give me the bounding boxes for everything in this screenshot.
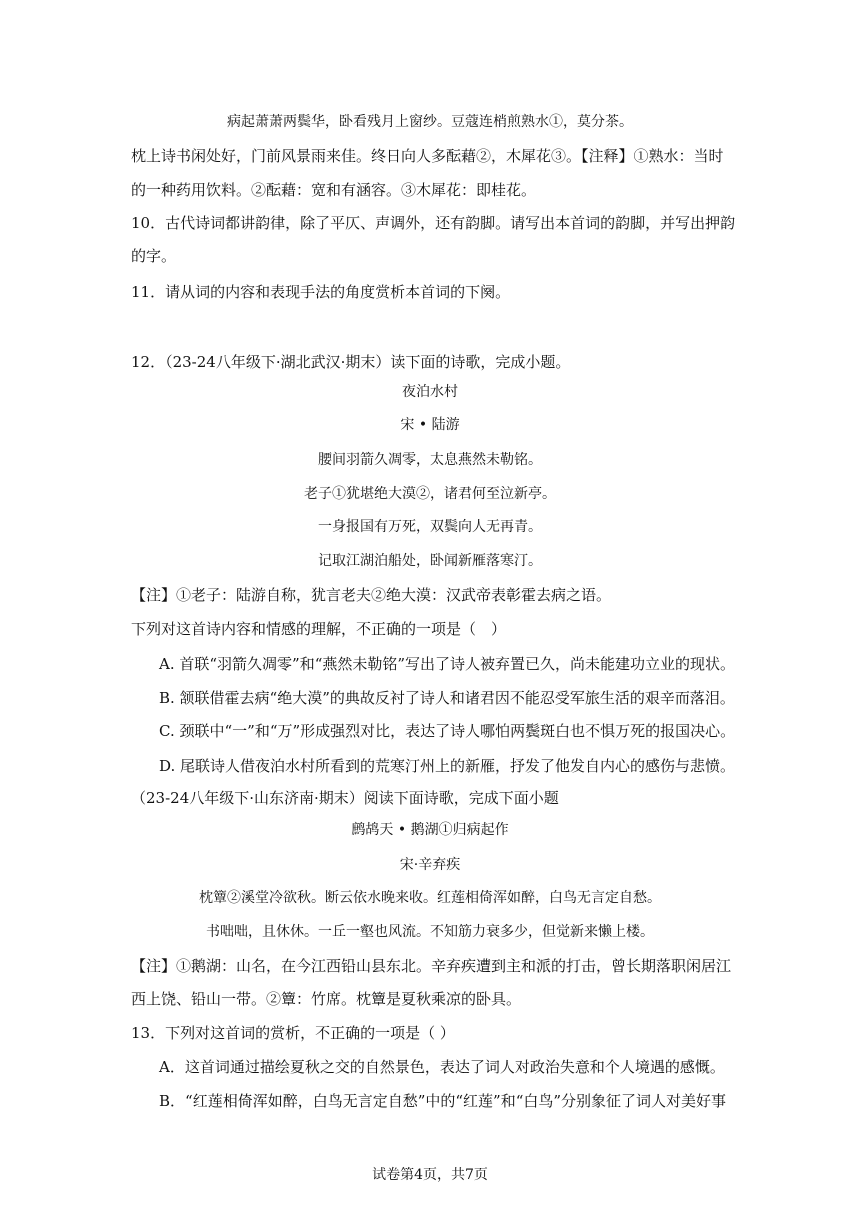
question-13: 13．下列对这首词的赏析，不正确的一项是（ ） bbox=[131, 1024, 455, 1042]
poem-note: 【注】①鹅湖：山名，在今江西铅山县东北。辛弃疾遭到主和派的打击，曾长期落职闲居江 bbox=[131, 957, 732, 975]
option-b: B．“红莲相倚浑如醉，白鸟无言定自愁”中的“红莲”和“白鸟”分别象征了词人对美好事 bbox=[159, 1092, 727, 1110]
question-prompt: 下列对这首诗内容和情感的理解，不正确的一项是（ ） bbox=[131, 620, 507, 638]
poem-title: 鹧鸪天 • 鹅湖①归病起作 bbox=[351, 822, 509, 838]
option-b: B. 颔联借霍去病“绝大漠”的典故反衬了诗人和诸君因不能忍受军旅生活的艰辛而落泪。 bbox=[159, 689, 735, 707]
option-a: A. 首联“羽箭久凋零”和“燕然未勒铭”写出了诗人被弃置已久，尚未能建功立业的现状。 bbox=[159, 655, 736, 673]
poem-line: 腰间羽箭久凋零，太息燕然未勒铭。 bbox=[318, 452, 542, 468]
question-11: 11．请从词的内容和表现手法的角度赏析本首词的下阕。 bbox=[131, 283, 511, 301]
poem-title: 夜泊水村 bbox=[402, 384, 458, 400]
section-heading: （23-24八年级下·山东济南·期末）阅读下面诗歌，完成下面小题 bbox=[131, 789, 559, 807]
poem-line: 一身报国有万死，双鬓向人无再青。 bbox=[318, 519, 542, 535]
poem-line: 老子①犹堪绝大漠②，诸君何至泣新亭。 bbox=[304, 486, 556, 502]
poem-note: 【注】①老子：陆游自称，犹言老夫②绝大漠：汉武帝表彰霍去病之语。 bbox=[131, 586, 612, 604]
question-10: 10．古代诗词都讲韵律，除了平仄、声调外，还有韵脚。请写出本首词的韵脚，并写出押韵 bbox=[131, 214, 736, 232]
poem-note-continued: 西上饶、铅山一带。②簟：竹席。枕簟是夏秋乘凉的卧具。 bbox=[131, 990, 522, 1008]
poem-line: 书咄咄，且休休。一丘一壑也风流。不知筋力衰多少，但觉新来懒上楼。 bbox=[206, 924, 654, 940]
option-c: C. 颈联中“一”和“万”形成强烈对比，表达了诗人哪怕两鬓斑白也不惧万死的报国决心。 bbox=[159, 722, 736, 740]
poem-line: 枕簟②溪堂冷欲秋。断云依水晚来收。红莲相倚浑如醉，白鸟无言定自愁。 bbox=[199, 890, 661, 906]
question-12-heading: 12．（23-24八年级下·湖北武汉·期末）读下面的诗歌，完成小题。 bbox=[131, 353, 571, 371]
page-footer: 试卷第4页，共7页 bbox=[372, 1167, 488, 1183]
poem-author: 宋 • 陆游 bbox=[400, 417, 460, 433]
option-d: D. 尾联诗人借夜泊水村所看到的荒寒汀州上的新雁，抒发了他发自内心的感伤与悲愤。 bbox=[159, 757, 736, 775]
question-10-continued: 的字。 bbox=[131, 247, 177, 265]
option-a: A．这首词通过描绘夏秋之交的自然景色，表达了词人对政治失意和个人境遇的感慨。 bbox=[159, 1058, 725, 1076]
poem-line-with-note: 枕上诗书闲处好，门前风景雨来佳。终日向人多酝藉②，木犀花③。【注释】①熟水：当时 bbox=[131, 147, 724, 165]
poem-line: 记取江湖泊船处，卧闻新雁落寒汀。 bbox=[318, 553, 542, 569]
poem-author: 宋·辛弃疾 bbox=[399, 857, 461, 873]
annotation-text: 的一种药用饮料。②酝藉：宽和有涵容。③木犀花：即桂花。 bbox=[131, 181, 537, 199]
poem-line: 病起萧萧两鬓华，卧看残月上窗纱。豆蔻连梢煎熟水①，莫分茶。 bbox=[227, 114, 633, 130]
